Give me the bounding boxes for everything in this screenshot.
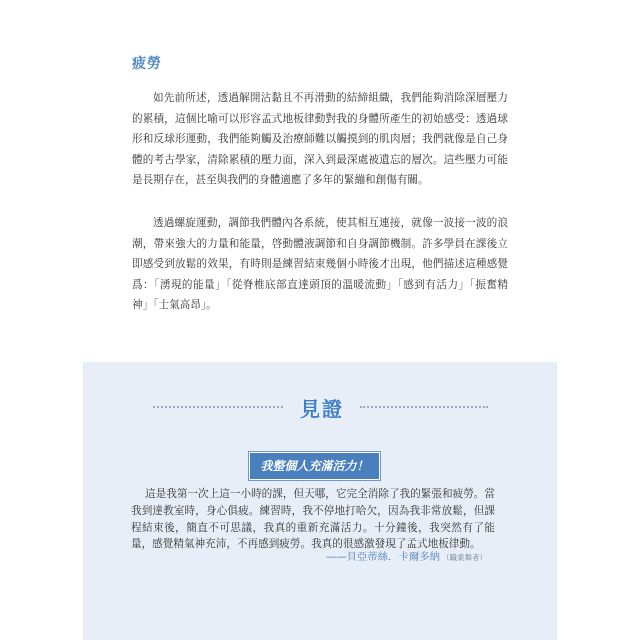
testimony-banner: 我整個人充滿活力！ xyxy=(249,452,380,480)
attribution-role: （職業舞者） xyxy=(442,553,487,562)
testimony-quote: 這是我第一次上這一小時的課，但天哪，它完全消除了我的緊張和疲勞。當我到達教室時，身心俱疲。練習時，我不停地打哈欠，因為我非常放鬆，但課程結束後，簡直不可思議，我真的重新充滿活力。十分鐘後，我突然有了能量，感覺精氣神充沛，不再感到疲勞。我真的很感激發現了孟式地板律動。 xyxy=(131,488,495,551)
testimony-attribution xyxy=(326,548,487,563)
attribution-author: ——貝亞蒂絲．卡爾多納 xyxy=(325,551,440,563)
dotted-divider-left xyxy=(153,406,283,408)
body-paragraph-2: 透過螺旋運動，調節我們體內各系統，使其相互連接，就像一波接一波的浪潮，帶來強大的力量和能量，啓動體液調節和自身調節機制。許多學員在課後立即感受到放鬆的效果，有時則是練習結束幾個小時後才出現，他們描述這種感覺爲：「湧現的能量」「從脊椎底部直達頭頂的溫暖流動」「感到有活力」「振奮精神」「士氣高昂」。 xyxy=(132,217,508,312)
dotted-divider-right xyxy=(360,406,488,408)
body-paragraph-1: 如先前所述，透過解開沾黏且不再滑動的結締組織，我們能夠消除深層壓力的累積，這個比喻可以形容孟式地板律動對我的身體所產生的初始感受：透過球形和反球形運動，我們能夠觸及治療師難以觸摸到的肌肉層；我們就像是自己身體的考古學家，清除累積的壓力面，深入到最深處被遺忘的層次。這些壓力可能是長期存在，甚至與我們的身體適應了多年的緊繃和創傷有關。 xyxy=(132,92,508,187)
testimony-heading: 見證 xyxy=(300,397,344,421)
section-title: 疲勞 xyxy=(132,56,162,72)
